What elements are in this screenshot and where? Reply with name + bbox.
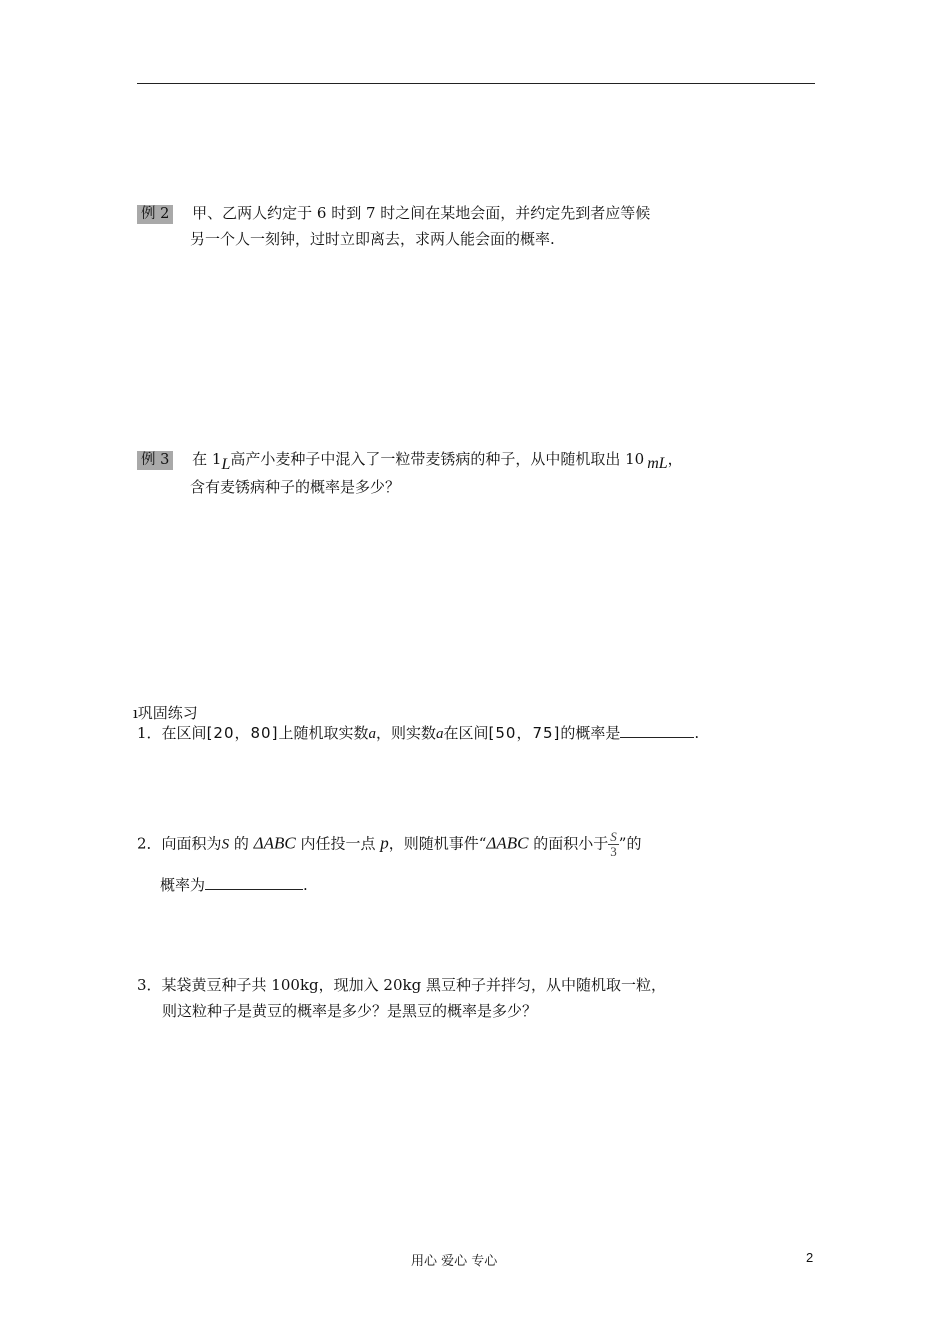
example-2-text-2: 另一个人一刻钟，过时立即离去，求两人能会面的概率. (190, 230, 555, 248)
question-1-answer-blank[interactable] (620, 723, 694, 738)
example-3-tag: 例 3 (137, 451, 173, 470)
example-2-text-1: 甲、乙两人约定于 6 时到 7 时之间在某地会面，并约定先到者应等候 (192, 204, 651, 222)
fraction-denominator: 3 (610, 844, 617, 859)
question-1-text-c: ，则实数 (375, 724, 436, 742)
question-2-text-g: 概率为 (160, 876, 206, 894)
example-3-middle: 高产小麦种子中混入了一粒带麦锈病的种子，从中随机取出 10 (230, 450, 645, 468)
question-2-text-a: 向面积为 (161, 834, 222, 853)
question-1-text-a: 在区间 (161, 724, 207, 742)
question-1-variable-a: a (368, 726, 376, 742)
question-2-triangle-1: ΔABC (253, 833, 296, 853)
header-rule (137, 83, 815, 84)
question-1-end: . (694, 724, 700, 742)
question-1-text-b: 上随机取实数 (278, 724, 369, 742)
question-1 (137, 722, 699, 743)
question-3-line-1: 3．某袋黄豆种子共 100kg，现加入 20kg 黑豆种子并拌匀，从中随机取一粒， (137, 976, 666, 994)
question-2-text-f: ”的 (618, 834, 642, 853)
example-3-suffix: ， (667, 450, 683, 468)
example-3-text-2: 含有麦锈病种子的概率是多少？ (190, 478, 401, 496)
question-1-interval-1: [20，80] (206, 724, 279, 742)
question-1-variable-a-2: a (435, 726, 444, 742)
page-number: 2 (806, 1250, 814, 1265)
question-2-end: . (303, 876, 308, 894)
question-2-answer-blank[interactable] (205, 875, 303, 890)
example-2-line-1 (137, 202, 650, 224)
question-2-line-2 (160, 874, 308, 895)
question-2-line-1 (137, 830, 641, 859)
question-1-interval-2: [50，75] (488, 724, 561, 742)
question-1-text-e: 的概率是 (560, 724, 621, 742)
question-1-number: 1． (137, 724, 162, 742)
practice-heading: ı巩固练习 (133, 704, 198, 722)
example-3-prefix: 在 1 (192, 450, 222, 468)
example-3-line-1 (137, 448, 683, 473)
question-2-number: 2． (137, 834, 162, 853)
question-1-text-d: 在区间 (443, 724, 489, 742)
question-2-fraction (608, 830, 619, 859)
question-2-text-e: 的面积小于 (528, 834, 609, 853)
question-2-variable-p: p (380, 833, 389, 853)
example-3-unit-liter: L (221, 456, 231, 473)
footer-motto: 用心 爱心 专心 (411, 1254, 498, 1269)
question-3-line-2: 则这粒种子是黄豆的概率是多少？是黑豆的概率是多少？ (162, 1002, 538, 1020)
question-2-variable-s: S (221, 836, 230, 853)
example-2-tag: 例 2 (137, 205, 173, 224)
example-3-unit-milliliter: mL (647, 455, 668, 472)
fraction-numerator: S (610, 829, 617, 844)
question-2-text-c: 内任投一点 (295, 834, 381, 853)
question-2-triangle-2: ΔABC (486, 833, 529, 853)
question-2-text-b: 的 (229, 834, 254, 853)
question-2-text-d: ，则随机事件“ (388, 834, 487, 853)
